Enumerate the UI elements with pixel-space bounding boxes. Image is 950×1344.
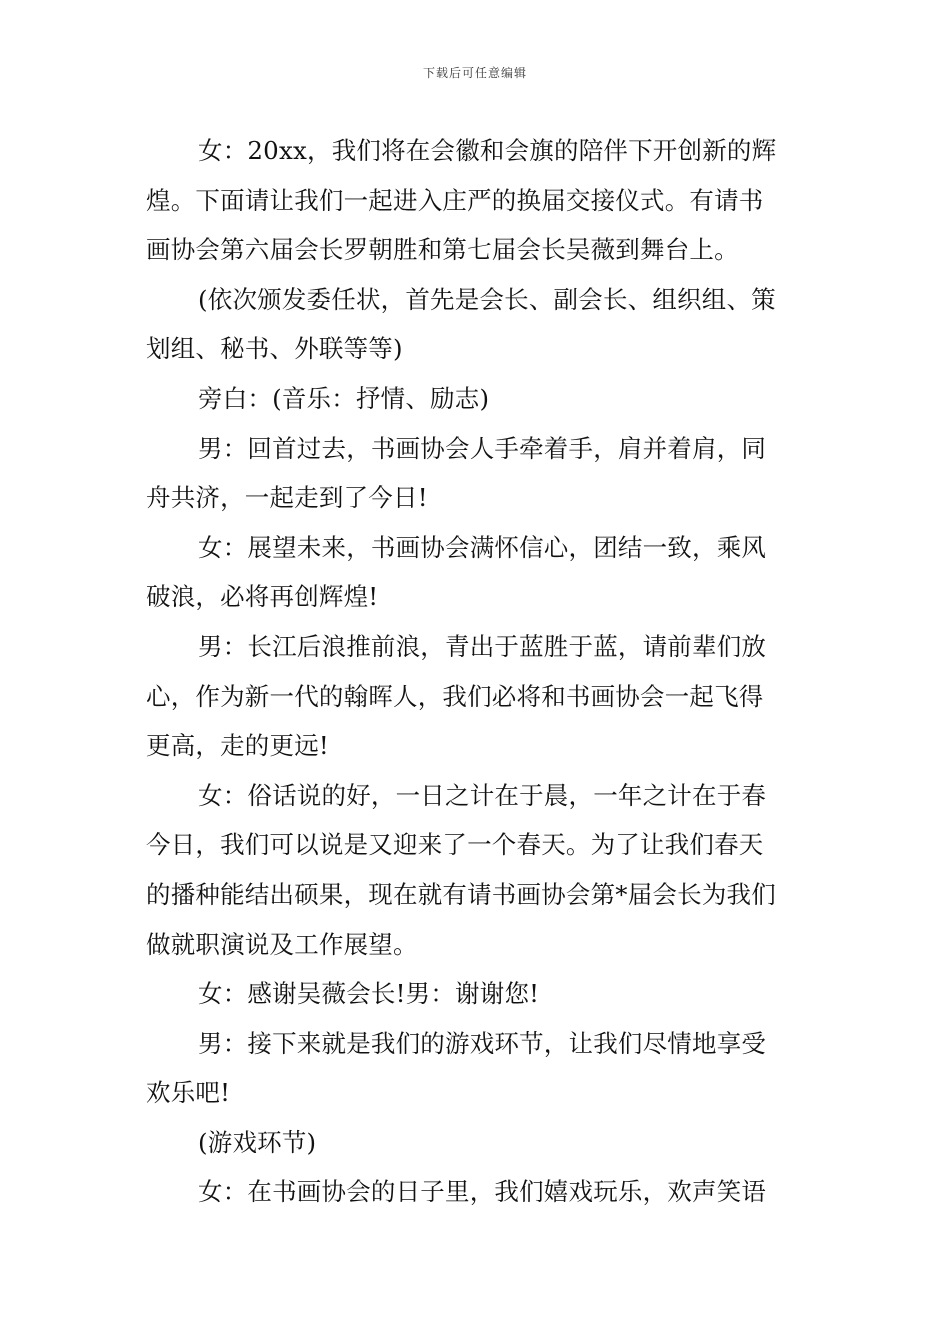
text-line: 男：接下来就是我们的游戏环节，让我们尽情地享受 — [198, 1028, 767, 1058]
text-line: 煌。下面请让我们一起进入庄严的换届交接仪式。有请书 — [146, 185, 764, 215]
text-line: 男：长江后浪推前浪，青出于蓝胜于蓝，请前辈们放 — [198, 631, 767, 661]
text-line: 舟共济，一起走到了今日! — [146, 483, 428, 513]
text-line: 女：展望未来，书画协会满怀信心，团结一致，乘风 — [198, 532, 767, 562]
text-line: 女：在书画协会的日子里，我们嬉戏玩乐，欢声笑语 — [198, 1177, 767, 1207]
text-line: 心，作为新一代的翰晖人，我们必将和书画协会一起飞得 — [146, 681, 764, 711]
text-line: 女：俗话说的好，一日之计在于晨，一年之计在于春 — [198, 780, 767, 810]
text-line: 的播种能结出硕果，现在就有请书画协会第*届会长为我们 — [146, 879, 776, 909]
text-line: 更高，走的更远! — [146, 731, 329, 761]
text-line: 画协会第六届会长罗朝胜和第七届会长吴薇到舞台上。 — [146, 235, 739, 265]
text-line: 男：回首过去，书画协会人手牵着手，肩并着肩，同 — [198, 433, 767, 463]
text-line: 女：20xx，我们将在会徽和会旗的陪伴下开创新的辉 — [198, 136, 777, 165]
text-line: (依次颁发委任状，首先是会长、副会长、组织组、策 — [198, 284, 776, 314]
text-line: 破浪，必将再创辉煌! — [146, 582, 379, 612]
text-line: 欢乐吧! — [146, 1078, 231, 1108]
document-body — [146, 126, 808, 1217]
text-line: 今日，我们可以说是又迎来了一个春天。为了让我们春天 — [146, 830, 764, 860]
text-line: 做就职演说及工作展望。 — [146, 929, 418, 959]
text-line: (游戏环节) — [198, 1127, 317, 1157]
page-header: 下载后可任意编辑 — [422, 66, 527, 80]
text-line: 划组、秘书、外联等等) — [146, 334, 403, 364]
text-line: 女：感谢吴薇会长!男：谢谢您! — [198, 979, 540, 1009]
text-line: 旁白：(音乐：抒情、励志) — [198, 383, 490, 413]
